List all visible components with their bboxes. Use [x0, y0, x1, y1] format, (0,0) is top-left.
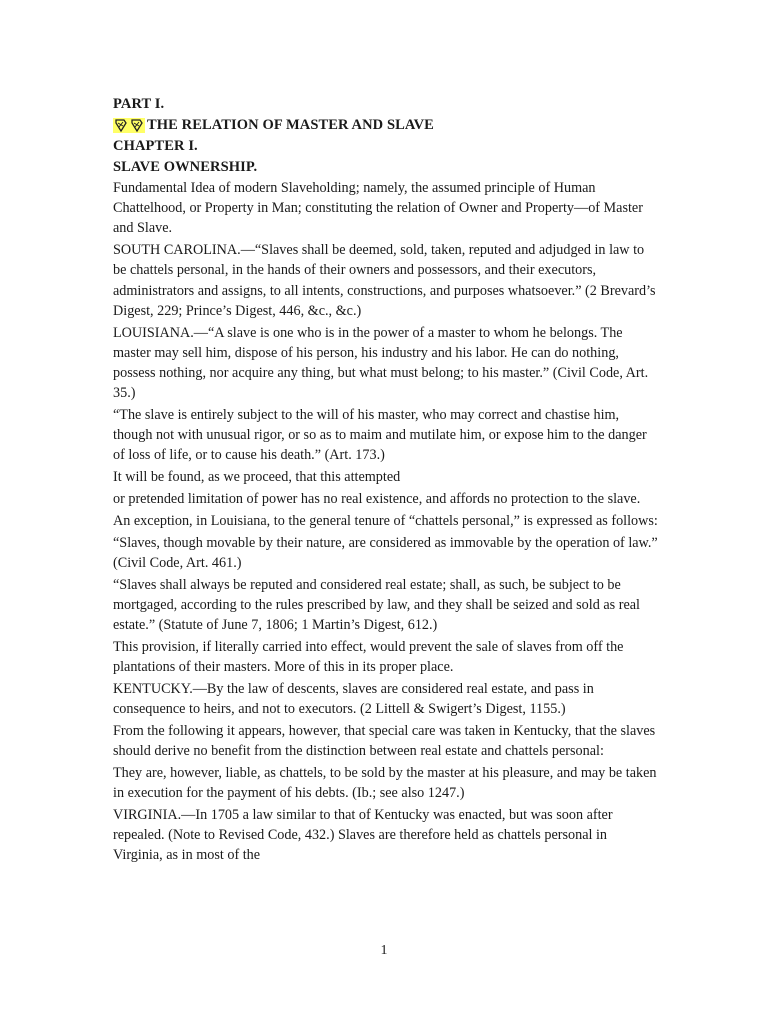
relation-heading-text: THE RELATION OF MASTER AND SLAVE: [147, 117, 434, 133]
anchor-icon: [113, 118, 129, 133]
paragraph-attempted: It will be found, as we proceed, that this attempted: [113, 469, 401, 486]
part-heading: PART I.: [113, 96, 165, 112]
paragraph-louisiana: LOUISIANA.—“A slave is one who is in the power of a master to whom he belongs. The master may sell him, dispose of his person, his industry and his labor. He can do nothing, possess nothing, nor acquire any thing, but what must belong; to his master.” (Civil Code, Art. 35.): [113, 324, 649, 402]
paragraph-pretended-limitation: or pretended limitation of power has no real existence, and affords no protection to the slave.: [113, 491, 641, 508]
paragraph-virginia: VIRGINIA.—In 1705 a law similar to that of Kentucky was enacted, but was soon after repealed. (Note to Revised Code, 432.) Slaves are therefore held as chattels personal in Virginia, as in most of the: [113, 806, 613, 864]
paragraph-real-estate: “Slaves shall always be reputed and considered real estate; shall, as such, be subject to be mortgaged, according to the rules prescribed by law, and they shall be seized and sold as real estate.” (Statute of June 7, 1806; 1 Martin’s Digest, 612.): [113, 576, 640, 634]
page-number: 1: [380, 943, 388, 958]
anchor-icon: [129, 118, 145, 133]
paragraph-south-carolina: SOUTH CAROLINA.—“Slaves shall be deemed, sold, taken, reputed and adjudged in law to be chattels personal, in the hands of their owners and possessors, and their executors, administrators and assigns, to all intents, constructions, and purposes whatsoever.” (2 Brevard’s Digest, 229; Prince’s Digest, 446, &c., &c.): [113, 242, 656, 319]
document-page: [113, 94, 658, 867]
paragraph-louisiana-exception: An exception, in Louisiana, to the general tenure of “chattels personal,” is expressed as follows:: [113, 512, 658, 529]
paragraph-fundamental-idea: Fundamental Idea of modern Slaveholding; namely, the assumed principle of Human Chattelhood, or Property in Man; constituting the relation of Owner and Property—of Master and Slave.: [113, 180, 643, 237]
paragraph-immovable: “Slaves, though movable by their nature, are considered as immovable by the operation of law.” (Civil Code, Art. 461.): [113, 534, 658, 571]
paragraph-slave-subject: “The slave is entirely subject to the will of his master, who may correct and chastise him, though not with unusual rigor, or so as to maim and mutilate him, or expose him to the danger of loss of life, or to cause his death.” (Art. 173.): [113, 407, 647, 464]
section-heading: SLAVE OWNERSHIP.: [113, 159, 258, 175]
relation-heading: [113, 115, 658, 135]
paragraph-provision: This provision, if literally carried into effect, would prevent the sale of slaves from off the plantations of their masters. More of this in its proper place.: [113, 638, 624, 676]
paragraph-kentucky: KENTUCKY.—By the law of descents, slaves are considered real estate, and pass in consequence to heirs, and not to executors. (2 Littell & Swigert’s Digest, 1155.): [113, 680, 594, 718]
anchor-marks: [113, 118, 145, 133]
paragraph-kentucky-special-care: From the following it appears, however, that special care was taken in Kentucky, that the slaves should derive no benefit from the distinction between real estate and chattels personal:: [113, 722, 656, 760]
paragraph-liable-as-chattels: They are, however, liable, as chattels, to be sold by the master at his pleasure, and may be taken in execution for the payment of his debts. (Ib.; see also 1247.): [113, 764, 657, 802]
chapter-heading: CHAPTER I.: [113, 138, 198, 154]
